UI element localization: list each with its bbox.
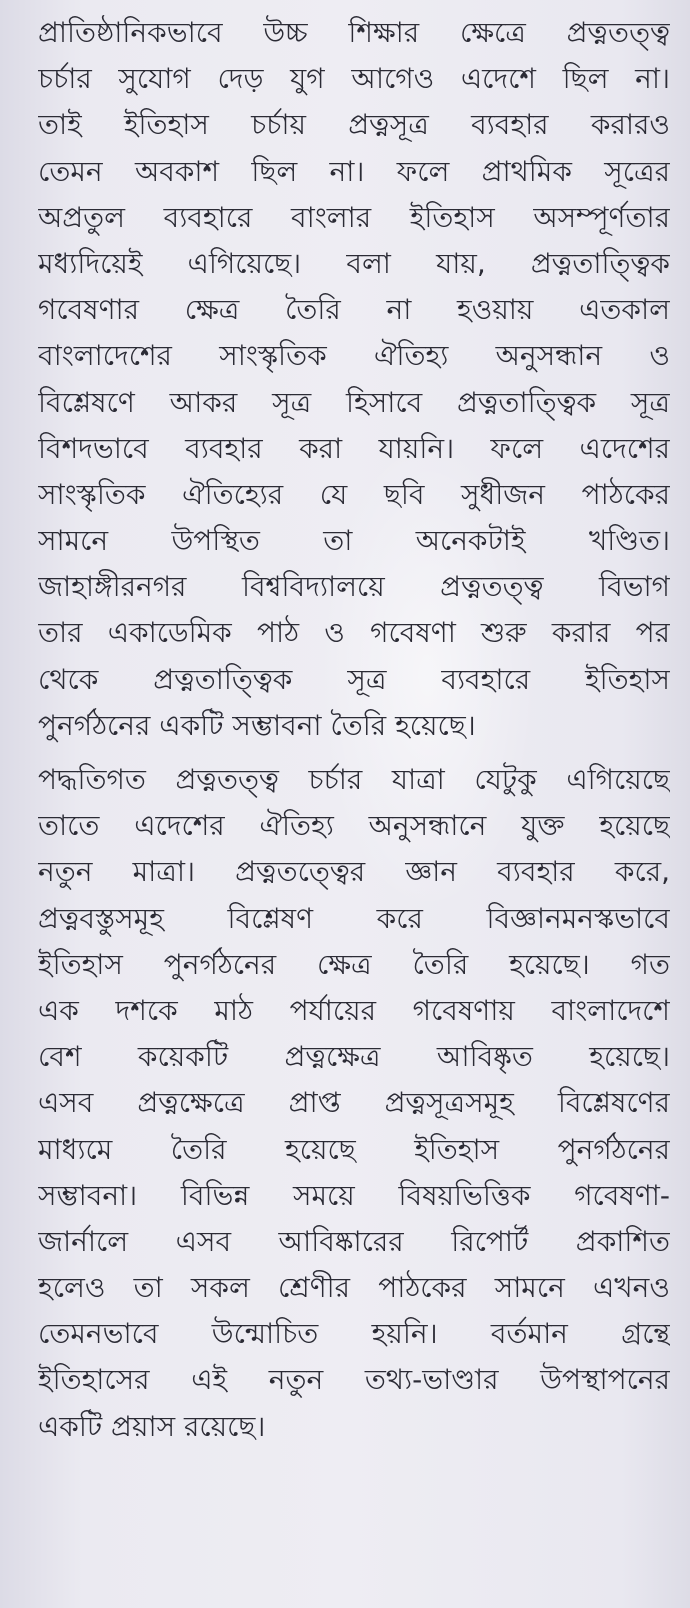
text-line: থেকে প্রত্নতাত্ত্বিক সূত্র ব্যবহারে ইতিহাস <box>38 662 670 696</box>
paragraph-2 <box>38 757 670 1450</box>
text-line: চর্চার সুযোগ দেড় যুগ আগেও এদেশে ছিল না। <box>38 62 670 96</box>
text-line: পুনর্গঠনের একটি সম্ভাবনা তৈরি হয়েছে। <box>38 708 476 742</box>
text-line: মধ্যদিয়েই এগিয়েছে। বলা যায়, প্রত্নতাত্ত্বিক <box>38 246 670 280</box>
text-line: হলেও তা সকল শ্রেণীর পাঠকের সামনে এখনও <box>38 1271 670 1305</box>
text-line: সম্ভাবনা। বিভিন্ন সময়ে বিষয়ভিত্তিক গবেষণা- <box>38 1178 670 1212</box>
text-line: প্রাতিষ্ঠানিকভাবে উচ্চ শিক্ষার ক্ষেত্রে প্রত্নতত্ত্ব <box>38 16 670 49</box>
text-line: জার্নালে এসব আবিষ্কারের রিপোর্ট প্রকাশিত <box>38 1224 670 1258</box>
text-line: নতুন মাত্রা। প্রত্নতত্ত্বের জ্ঞান ব্যবহার করে, <box>38 855 670 889</box>
text-line: সাংস্কৃতিক ঐতিহ্যের যে ছবি সুধীজন পাঠকের <box>38 477 670 511</box>
text-line: গবেষণার ক্ষেত্র তৈরি না হওয়ায় এতকাল <box>38 293 670 327</box>
text-line: বিশ্লেষণে আকর সূত্র হিসাবে প্রত্নতাত্ত্বিক সূত্র <box>38 385 670 419</box>
text-line: তেমন অবকাশ ছিল না। ফলে প্রাথমিক সূত্রের <box>38 154 670 188</box>
text-line: পদ্ধতিগত প্রত্নতত্ত্ব চর্চার যাত্রা যেটুকু এগিয়েছে <box>38 763 670 796</box>
text-line: ইতিহাস পুনর্গঠনের ক্ষেত্র তৈরি হয়েছে। গত <box>38 947 670 981</box>
text-line: তার একাডেমিক পাঠ ও গবেষণা শুরু করার পর <box>38 616 670 650</box>
text-line: বিশদভাবে ব্যবহার করা যায়নি। ফলে এদেশের <box>38 431 670 465</box>
text-line: ইতিহাসের এই নতুন তথ্য-ভাণ্ডার উপস্থাপনের <box>38 1363 670 1397</box>
text-line: সামনে উপস্থিত তা অনেকটাই খণ্ডিত। <box>38 524 670 558</box>
text-line: জাহাঙ্গীরনগর বিশ্ববিদ্যালয়ে প্রত্নতত্ত্ব বিভাগ <box>38 570 670 604</box>
text-line: একটি প্রয়াস রয়েছে। <box>38 1409 266 1443</box>
text-line: বাংলাদেশের সাংস্কৃতিক ঐতিহ্য অনুসন্ধান ও <box>38 339 670 373</box>
text-line: তেমনভাবে উন্মোচিত হয়নি। বর্তমান গ্রন্থে <box>38 1317 670 1351</box>
text-line: অপ্রতুল ব্যবহারে বাংলার ইতিহাস অসম্পূর্ণতার <box>38 200 670 234</box>
text-line: তাই ইতিহাস চর্চায় প্রত্নসূত্র ব্যবহার করারও <box>38 108 670 142</box>
text-line: তাতে এদেশের ঐতিহ্য অনুসন্ধানে যুক্ত হয়েছে <box>38 809 670 843</box>
text-line: মাধ্যমে তৈরি হয়েছে ইতিহাস পুনর্গঠনের <box>38 1132 670 1166</box>
text-line: বেশ কয়েকটি প্রত্নক্ষেত্র আবিষ্কৃত হয়েছে। <box>38 1040 670 1074</box>
paragraph-1 <box>38 10 670 749</box>
text-line: এক দশকে মাঠ পর্যায়ের গবেষণায় বাংলাদেশে <box>38 993 670 1027</box>
paragraph-spacer <box>38 749 670 757</box>
text-line: এসব প্রত্নক্ষেত্রে প্রাপ্ত প্রত্নসূত্রসমূহ বিশ্লেষণের <box>38 1086 670 1120</box>
text-line: প্রত্নবস্তুসমূহ বিশ্লেষণ করে বিজ্ঞানমনস্কভাবে <box>38 901 670 935</box>
